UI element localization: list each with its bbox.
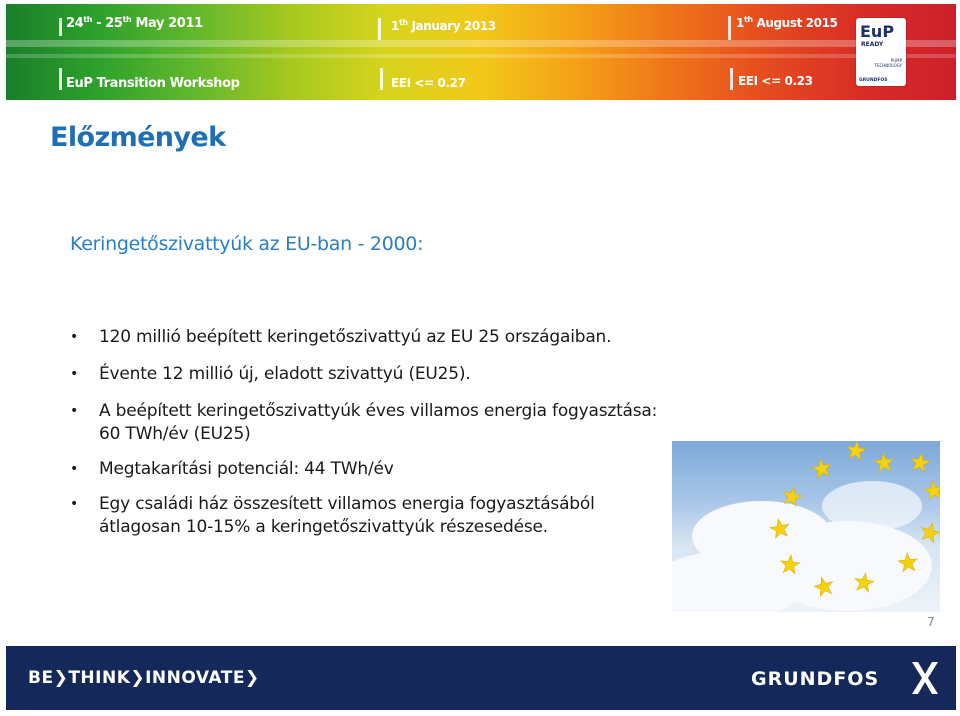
badge-pump: PUMP TECHNOLOGY [874,58,902,68]
grundfos-x-icon [909,660,939,696]
badge-brand: GRUNDFOS [859,78,888,83]
date-2013: 1th January 2013 [391,18,496,33]
footer-tagline: BE❯THINK❯INNOVATE❯ [28,668,260,688]
bullet-item: • 120 millió beépített keringetőszivattyú az EU 25 országaiban. [66,326,666,349]
banner-stripe [6,54,956,58]
bullet-item: • Évente 12 millió új, eladott szivattyú (EU25). [66,363,666,386]
date-2015: 1th August 2015 [736,15,838,30]
timeline-marker [730,68,733,90]
timeline-marker [378,18,381,40]
footer-brand: GRUNDFOS [751,668,880,690]
timeline-marker [728,16,731,40]
bullet-item: • Egy családi ház összesített villamos energia fogyasztásából átlagosan 10-15% a keringetőszivattyúk részesedése. [66,493,666,539]
bullet-list [66,326,666,539]
footer-bar [6,646,956,710]
slide-subtitle: Keringetőszivattyúk az EU-ban - 2000: [70,233,424,255]
page-number: 7 [927,615,935,629]
slide-title: Előzmények [50,122,226,153]
eu-stars-ring [672,441,940,612]
timeline-marker [59,68,62,90]
timeline-marker [380,68,383,90]
eei-2015: EEI <= 0.23 [738,74,813,88]
header-banner [6,4,956,100]
eu-flag-stars-image [672,441,940,612]
eup-ready-badge [856,18,906,86]
workshop-label: EuP Transition Workshop [66,76,240,91]
timeline-marker [59,18,62,36]
bullet-item: • A beépített keringetőszivattyúk éves villamos energia fogyasztása: 60 TWh/év (EU25) [66,400,666,446]
bullet-item: • Megtakarítási potenciál: 44 TWh/év [66,458,666,481]
badge-ready: READY [861,41,884,48]
eei-2013: EEI <= 0.27 [391,76,466,90]
banner-stripe [6,40,956,47]
date-workshop: 24th - 25th May 2011 [66,15,203,31]
badge-title: EuP [860,22,895,41]
